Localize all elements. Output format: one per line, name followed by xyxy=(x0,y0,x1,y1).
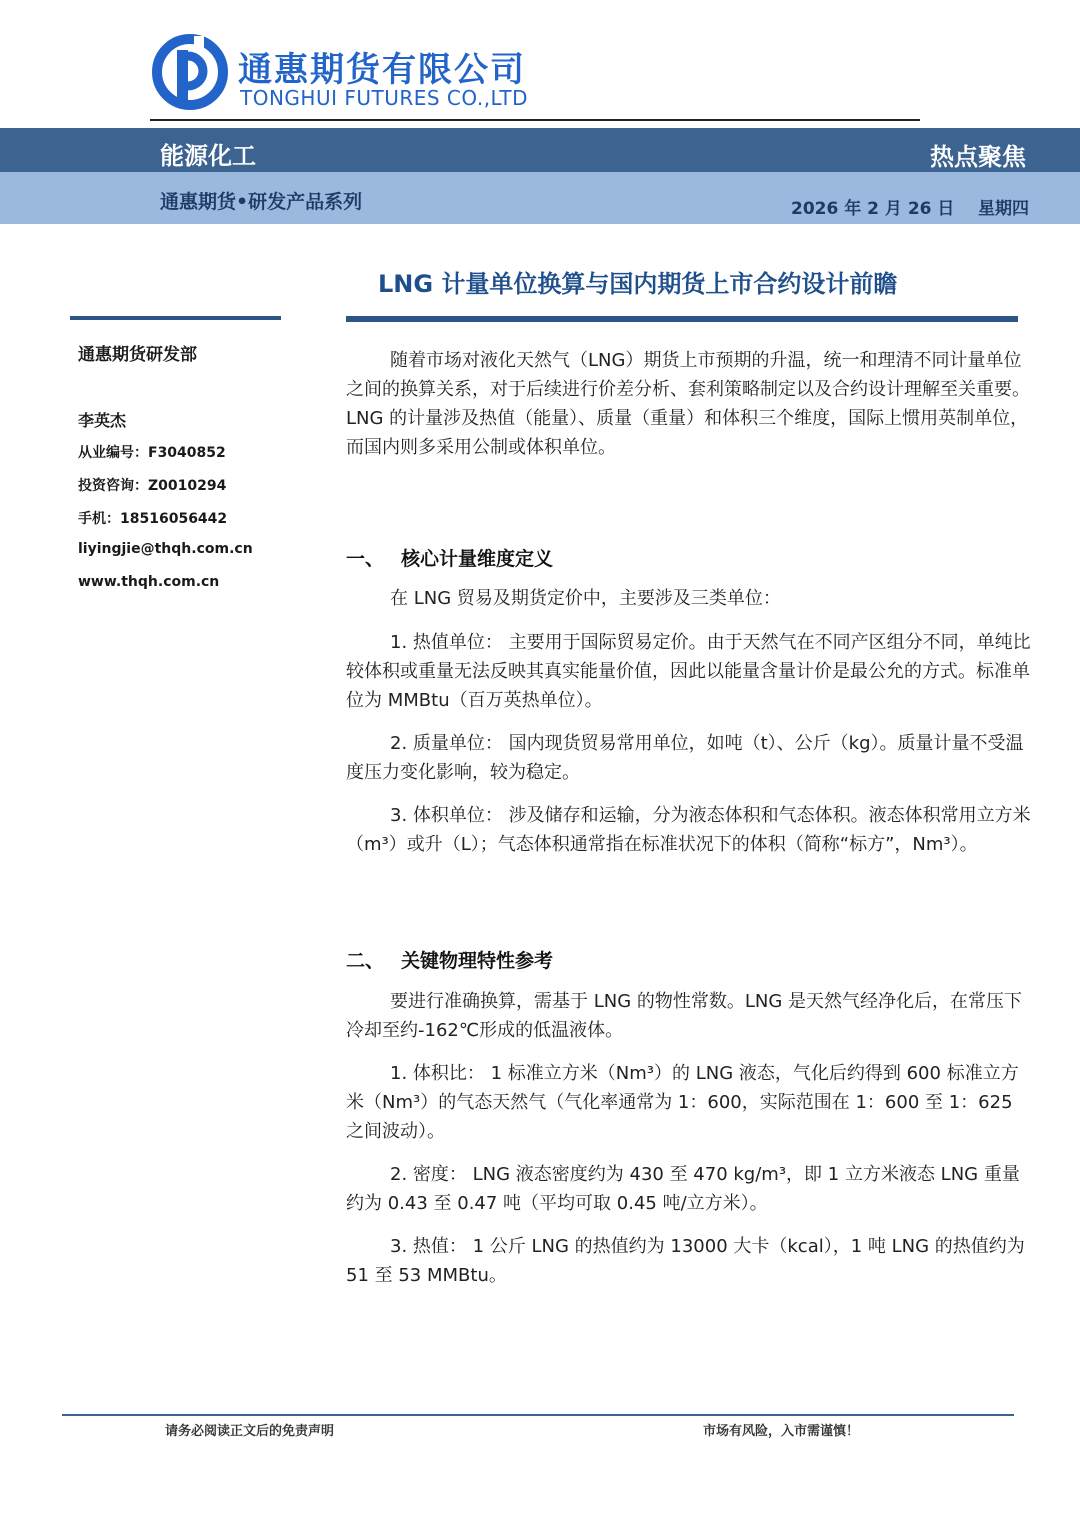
intro-paragraph xyxy=(346,346,1036,462)
section2-title: 关键物理特性参考 xyxy=(401,950,554,972)
intro-text: 随着市场对液化天然气（LNG）期货上市预期的升温，统一和理清不同计量单位之间的换算关系，对于后续进行价差分析、套利策略制定以及合约设计理解至关重要。LNG 的计量涉及热值（能量）、质量（重量）和体积三个维度，国际上惯用英制单位，而国内则多采用公制或体积单位。 xyxy=(346,350,1030,458)
section2-lead: 要进行准确换算，需基于 LNG 的物性常数。LNG 是天然气经净化后，在常压下冷却至约-162℃形成的低温液体。 xyxy=(346,991,1023,1041)
section2-item: 2. 密度： LNG 液态密度约为 430 至 470 kg/m³，即 1 立方米液态 LNG 重量约为 0.43 至 0.47 吨（平均可取 0.45 吨/立方米）。 xyxy=(346,1164,1020,1214)
report-weekday: 星期四 xyxy=(978,199,1029,219)
header-divider xyxy=(150,119,920,121)
section2-item: 3. 热值： 1 公斤 LNG 的热值约为 13000 大卡（kcal），1 吨 LNG 的热值约为 51 至 53 MMBtu。 xyxy=(346,1236,1025,1286)
company-website[interactable]: www.thqh.com.cn xyxy=(78,574,220,590)
disclaimer-note: 请务必阅读正文后的免责声明 xyxy=(165,1424,335,1439)
section2-item: 1. 体积比： 1 标准立方米（Nm³）的 LNG 液态，气化后约得到 600 标准立方米（Nm³）的气态天然气（气化率通常为 1：600，实际范围在 1：600 至 1：625 之间波动）。 xyxy=(346,1063,1019,1142)
section1-heading xyxy=(346,544,553,571)
author-email[interactable]: liyingjie@thqh.com.cn xyxy=(78,541,253,557)
research-dept: 通惠期货研发部 xyxy=(78,345,197,365)
section1-item: 1. 热值单位： 主要用于国际贸易定价。由于天然气在不同产区组分不同，单纯比较体积或重量无法反映其真实能量价值，因此以能量含量计价是最公允的方式。标准单位为 MMBtu（百万英热单位）。 xyxy=(346,632,1031,711)
phone-number: 手机：18516056442 xyxy=(78,511,228,527)
title-divider xyxy=(346,316,1018,322)
section1-title: 核心计量维度定义 xyxy=(401,548,554,570)
risk-warning: 市场有风险，入市需谨慎！ xyxy=(703,1424,860,1439)
report-date: 2026 年 2 月 26 日 xyxy=(791,199,955,219)
column-label: 热点聚焦 xyxy=(930,143,1026,171)
section2-number: 二、 xyxy=(346,950,385,972)
sidebar-divider xyxy=(70,316,281,320)
section2-heading xyxy=(346,946,553,973)
section1-item: 2. 质量单位： 国内现货贸易常用单位，如吨（t）、公斤（kg）。质量计量不受温度压力变化影响，较为稳定。 xyxy=(346,733,1024,783)
section1-body xyxy=(346,584,1036,859)
company-name-en: TONGHUI FUTURES CO.,LTD xyxy=(240,86,529,110)
series-label: 通惠期货•研发产品系列 xyxy=(160,191,363,213)
section1-lead: 在 LNG 贸易及期货定价中，主要涉及三类单位： xyxy=(390,588,781,609)
report-title: LNG 计量单位换算与国内期货上市合约设计前瞻 xyxy=(378,270,898,298)
company-name-cn: 通惠期货有限公司 xyxy=(238,50,526,90)
license-number: 从业编号：F3040852 xyxy=(78,445,226,461)
consult-number: 投资咨询：Z0010294 xyxy=(78,478,227,494)
tonghui-logo-icon xyxy=(150,32,230,112)
footer-divider xyxy=(62,1414,1014,1416)
section2-body xyxy=(346,987,1036,1290)
section1-number: 一、 xyxy=(346,548,385,570)
category-band xyxy=(0,128,1080,172)
author-name: 李英杰 xyxy=(78,411,127,430)
section1-item: 3. 体积单位： 涉及储存和运输，分为液态体积和气态体积。液态体积常用立方米（m³）或升（L）；气态体积通常指在标准状况下的体积（简称“标方”，Nm³）。 xyxy=(346,805,1031,855)
category-label: 能源化工 xyxy=(160,142,256,170)
series-band xyxy=(0,172,1080,224)
